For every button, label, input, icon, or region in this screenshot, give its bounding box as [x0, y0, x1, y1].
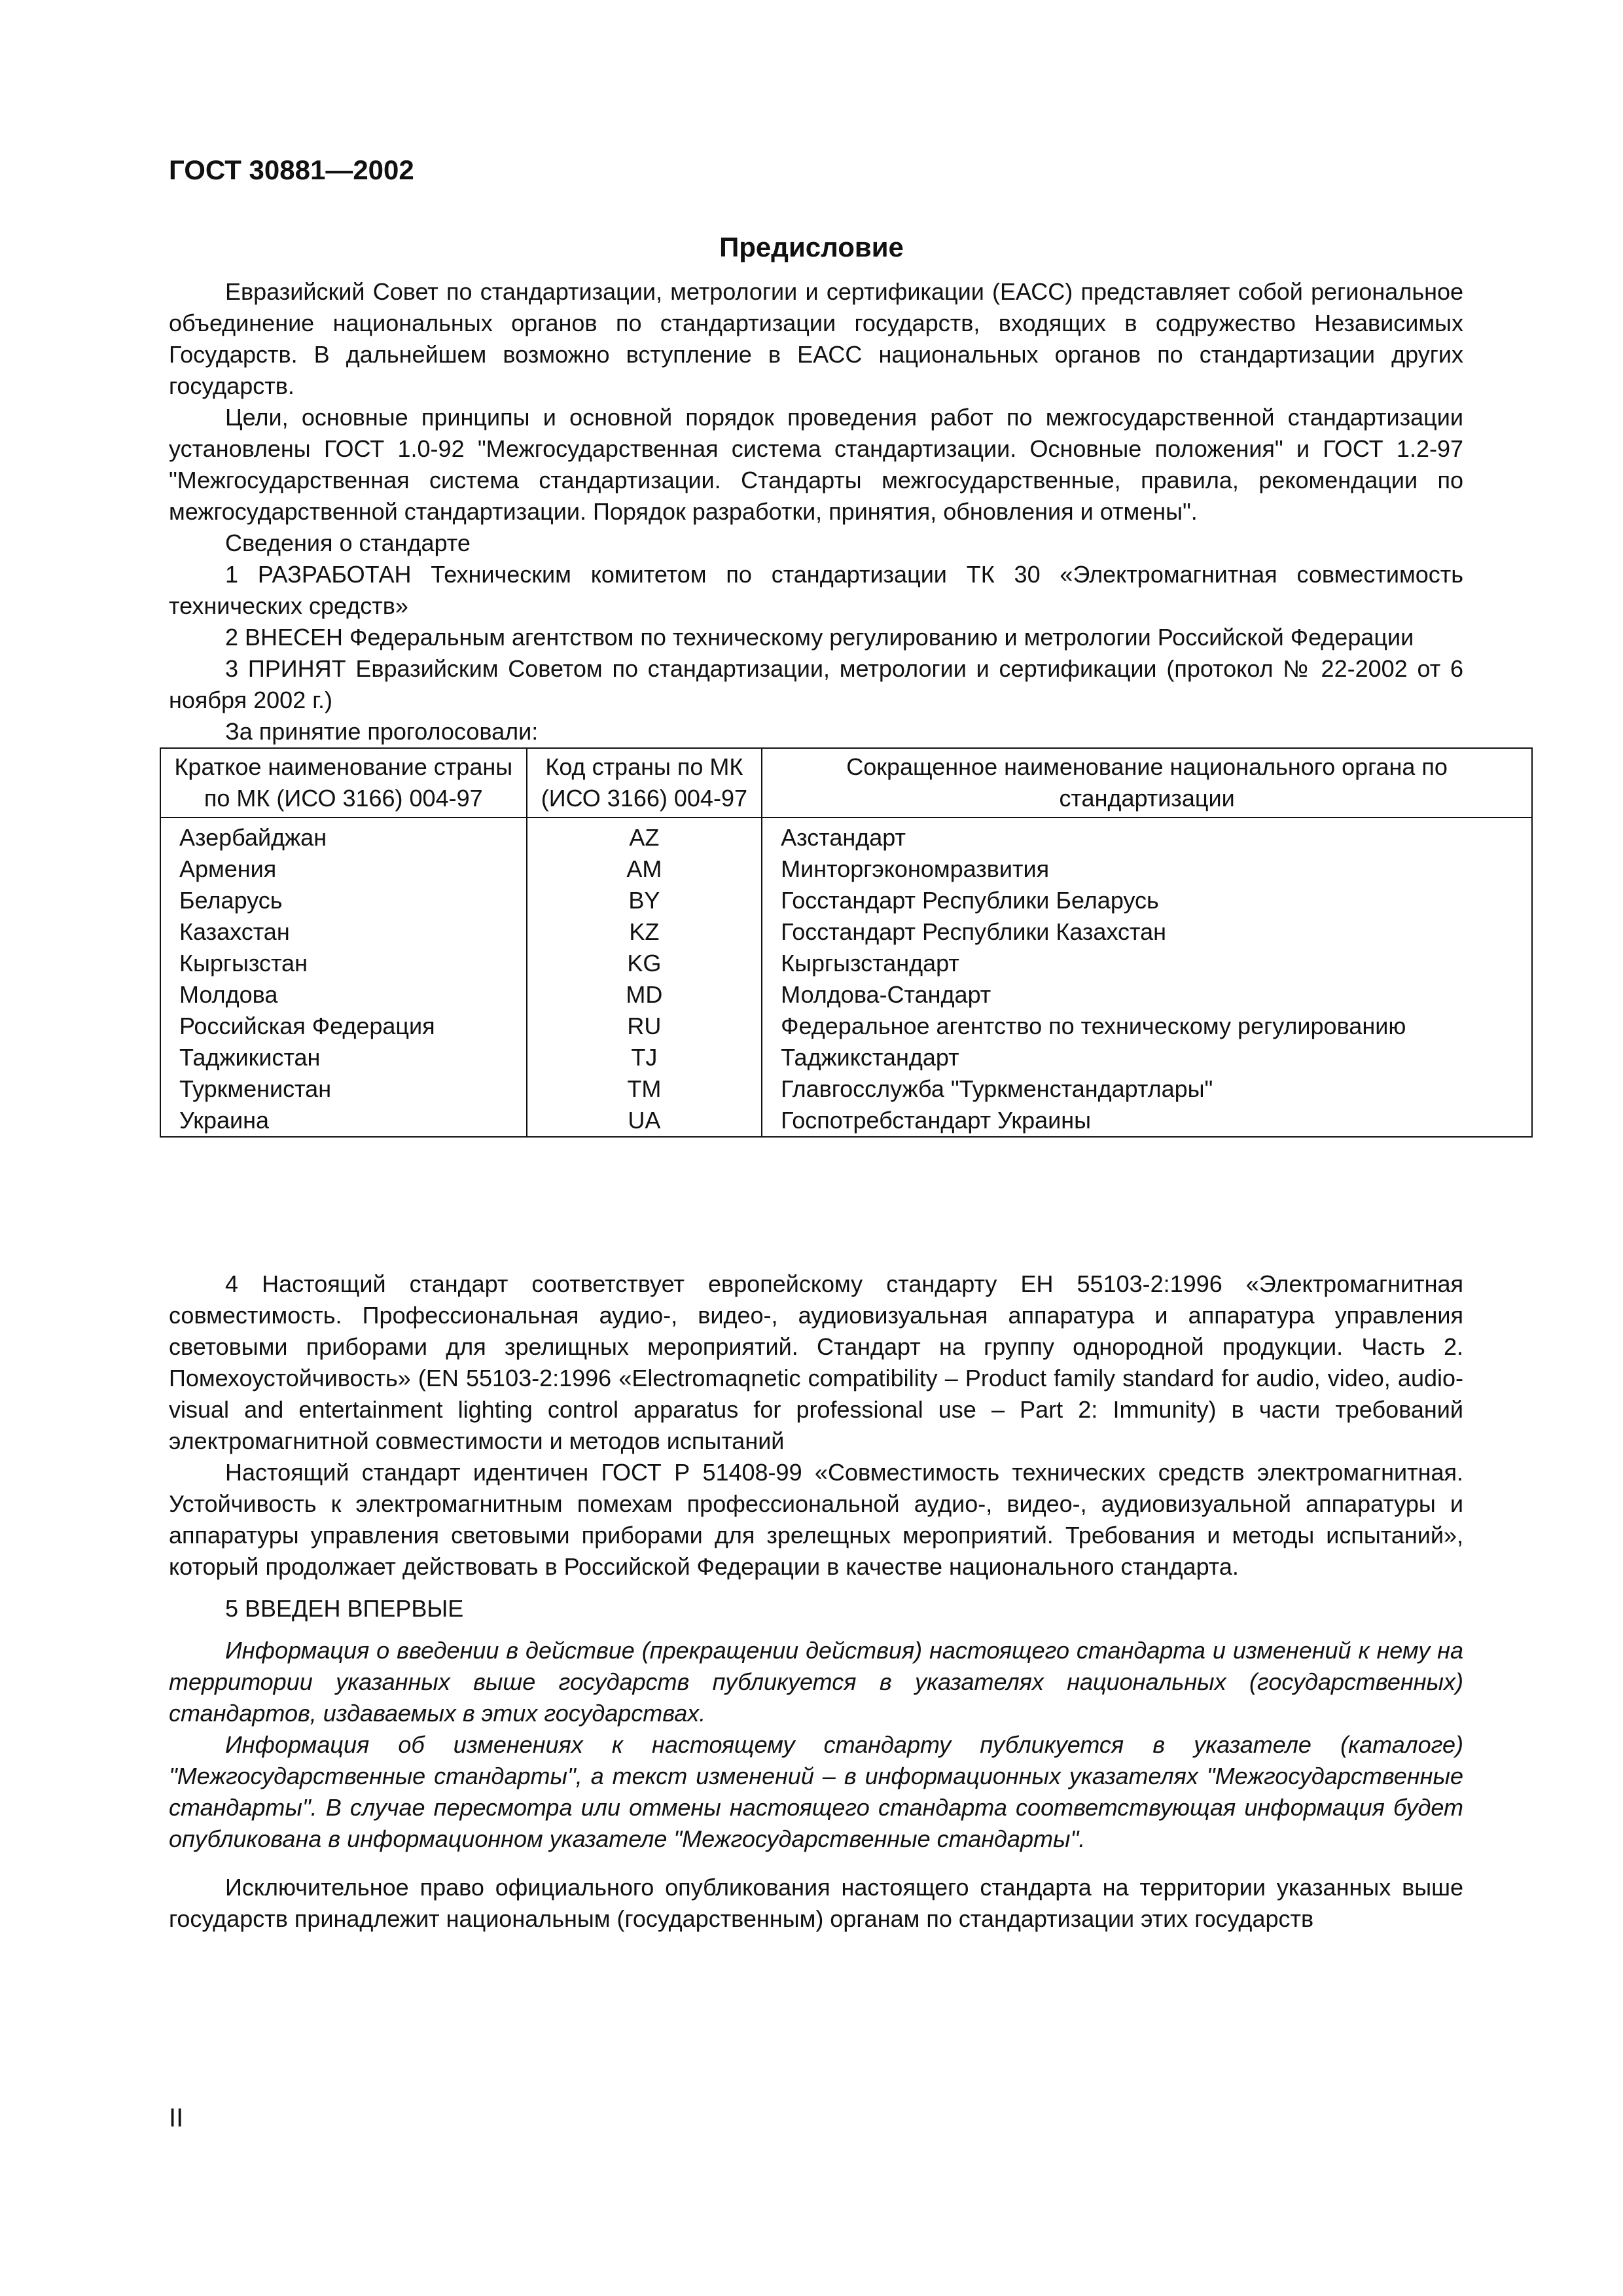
- country-code: BY: [527, 885, 762, 916]
- intro-paragraph: 3 ПРИНЯТ Евразийским Советом по стандартизации, метрологии и сертификации (протокол № 22-2002 от 6 ноября 2002 г.): [169, 655, 1463, 713]
- standards-body: Молдова-Стандарт: [762, 979, 1532, 1011]
- table-header-row: [160, 748, 1532, 817]
- table-row: [160, 853, 1532, 885]
- page-number: II: [169, 2104, 184, 2132]
- voting-countries-table: [160, 747, 1533, 1138]
- table-row: [160, 1073, 1532, 1105]
- standards-body: Федеральное агентство по техническому регулированию: [762, 1011, 1532, 1042]
- country-name: Туркменистан: [160, 1073, 527, 1105]
- country-name: Украина: [160, 1105, 527, 1137]
- table-row: [160, 885, 1532, 916]
- country-name: Таджикистан: [160, 1042, 527, 1073]
- table-row: [160, 916, 1532, 948]
- table-row: [160, 817, 1532, 853]
- standards-body: Таджикстандарт: [762, 1042, 1532, 1073]
- body-paragraph: 5 ВВЕДЕН ВПЕРВЫЕ: [225, 1595, 464, 1622]
- intro-paragraph: Цели, основные принципы и основной порядок проведения работ по межгосударственной стандартизации установлены ГОСТ 1.0-92 "Межгосударственная система стандартизации. Основные положения" и ГОСТ 1.2-97 "Межгосударственная система стандартизации. Стандарты межгосударственные, правила, рекомендации по межгосударственной стандартизации. Порядок разработки, принятия, обновления и отмены".: [169, 404, 1463, 525]
- italic-note: Информация о введении в действие (прекращении действия) настоящего стандарта и изменений к нему на территории указанных выше государств публикуется в указателях национальных (государственных) стандартов, издаваемых в этих государствах.: [169, 1637, 1463, 1727]
- document-code: ГОСТ 30881—2002: [169, 154, 414, 185]
- intro-paragraph: Сведения о стандарте: [225, 529, 471, 556]
- country-code: TJ: [527, 1042, 762, 1073]
- standards-body: Госстандарт Республики Беларусь: [762, 885, 1532, 916]
- country-code: TM: [527, 1073, 762, 1105]
- table-row: [160, 1042, 1532, 1073]
- column-header: Краткое наименование страны по МК (ИСО 3166) 004-97: [160, 748, 527, 817]
- standards-body: Минторгэкономразвития: [762, 853, 1532, 885]
- country-name: Казахстан: [160, 916, 527, 948]
- country-code: AZ: [527, 817, 762, 853]
- intro-paragraph: 1 РАЗРАБОТАН Техническим комитетом по стандартизации ТК 30 «Электромагнитная совместимость технических средств»: [169, 561, 1463, 619]
- standards-body: Главгосслужба "Туркменстандартлары": [762, 1073, 1532, 1105]
- table-row: [160, 948, 1532, 979]
- column-header: Код страны по МК (ИСО 3166) 004-97: [527, 748, 762, 817]
- standards-body: Госстандарт Республики Казахстан: [762, 916, 1532, 948]
- country-name: Армения: [160, 853, 527, 885]
- table-row: [160, 1105, 1532, 1137]
- body-paragraph: Настоящий стандарт идентичен ГОСТ Р 51408-99 «Совместимость технических средств электромагнитная. Устойчивость к электромагнитным помехам профессиональной аудио-, видео-, аудиовизуальной аппаратуры и аппаратуры управления световыми приборами для зрелещных мероприятий. Требования и методы испытаний», который продолжает действовать в Российской Федерации в качестве национального стандарта.: [169, 1459, 1463, 1580]
- country-name: Беларусь: [160, 885, 527, 916]
- table-row: [160, 1011, 1532, 1042]
- italic-note: Информация об изменениях к настоящему стандарту публикуется в указателе (каталоге) "Межгосударственные стандарты", а текст изменений – в информационных указателях "Межгосударственные стандарты". В случае пересмотра или отмены настоящего стандарта соответствующая информация будет опубликована в информационном указателе "Межгосударственные стандарты".: [169, 1731, 1463, 1852]
- country-name: Российская Федерация: [160, 1011, 527, 1042]
- country-code: RU: [527, 1011, 762, 1042]
- foreword-top: [169, 276, 1463, 1138]
- table-caption: За принятие проголосовали:: [225, 718, 539, 745]
- country-code: KZ: [527, 916, 762, 948]
- standards-body: Кыргызстандарт: [762, 948, 1532, 979]
- column-header: Сокращенное наименование национального органа по стандартизации: [762, 748, 1532, 817]
- country-code: AM: [527, 853, 762, 885]
- country-code: UA: [527, 1105, 762, 1137]
- section-title: Предисловие: [719, 232, 904, 262]
- intro-paragraph: Евразийский Совет по стандартизации, метрологии и сертификации (ЕАСС) представляет собой региональное объединение национальных органов по стандартизации государств, входящих в содружество Независимых Государств. В дальнейшем возможно вступление в ЕАСС национальных органов по стандартизации других государств.: [169, 278, 1463, 399]
- country-name: Кыргызстан: [160, 948, 527, 979]
- country-code: KG: [527, 948, 762, 979]
- country-code: MD: [527, 979, 762, 1011]
- foreword-bottom: [169, 1268, 1463, 1935]
- intro-paragraph: 2 ВНЕСЕН Федеральным агентством по техническому регулированию и метрологии Российской Федерации: [225, 624, 1414, 651]
- country-name: Азербайджан: [160, 817, 527, 853]
- standards-body: Азстандарт: [762, 817, 1532, 853]
- standards-body: Госпотребстандарт Украины: [762, 1105, 1532, 1137]
- country-name: Молдова: [160, 979, 527, 1011]
- table-row: [160, 979, 1532, 1011]
- rights-paragraph: Исключительное право официального опубликования настоящего стандарта на территории указанных выше государств принадлежит национальным (государственным) органам по стандартизации этих государств: [169, 1874, 1463, 1932]
- body-paragraph: 4 Настоящий стандарт соответствует европейскому стандарту ЕН 55103-2:1996 «Электромагнитная совместимость. Профессиональная аудио-, видео-, аудиовизуальная аппаратура и аппаратура управления световыми приборами для зрелищных мероприятий. Стандарт на группу однородной продукции. Часть 2. Помехоустойчивость» (EN 55103-2:1996 «Electromaqnetic compatibility – Product family standard for audio, video, audio-visual and entertainment lighting control apparatus for professional use – Part 2: Immunity) в части требований электромагнитной совместимости и методов испытаний: [169, 1270, 1463, 1454]
